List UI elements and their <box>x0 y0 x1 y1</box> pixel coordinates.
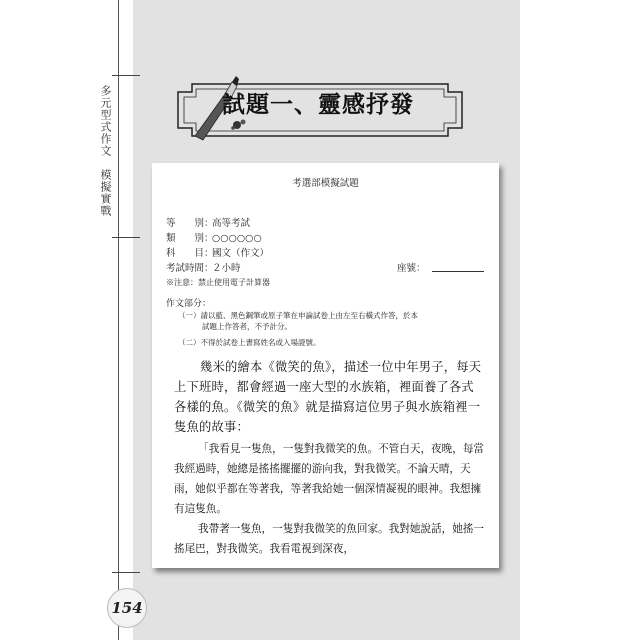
info-label: 考試時間： <box>166 263 214 274</box>
info-value: ２小時 <box>212 263 241 274</box>
section-title: 試題一、靈感抒發 <box>222 92 414 118</box>
page-number: 154 <box>107 588 147 628</box>
series-title: 多元型式作文 模擬實戰 <box>99 85 112 217</box>
info-label: 等 別： <box>166 218 214 229</box>
exam-info-row <box>166 230 262 244</box>
seat-number-line <box>432 271 484 272</box>
story-paragraph: 我帶著一隻魚，一隻對我微笑的魚回家。我對她說話，她搖一搖尾巴，對我微笑。我看電視到深夜， <box>174 523 485 555</box>
instruction-line: （一）請以藍、黑色鋼筆或原子筆在申論試卷上由左至右橫式作答，於本 <box>178 311 418 320</box>
instruction-item <box>178 310 488 332</box>
exam-info-row <box>166 245 269 259</box>
exam-title: 考選部模擬試題 <box>292 178 359 189</box>
info-label: 科 目： <box>166 248 214 259</box>
exam-note: ※注意：禁止使用電子計算器 <box>166 278 270 287</box>
prompt-passage <box>174 357 486 437</box>
exam-info-row <box>166 215 250 229</box>
info-value: 高等考試 <box>212 218 251 229</box>
exam-paper <box>152 163 499 568</box>
instruction-line: （二）不得於試卷上書寫姓名或入場證號。 <box>178 338 321 347</box>
composition-label: 作文部分： <box>166 299 212 309</box>
margin-tick <box>112 237 140 238</box>
margin-tick <box>112 75 140 76</box>
margin-rule <box>118 0 119 640</box>
info-value: ○○○○○○ <box>212 233 262 244</box>
info-value: 國文（作文） <box>212 248 270 259</box>
instruction-line: 試題上作答者，不予計分。 <box>202 322 292 331</box>
exam-info-row <box>166 260 241 274</box>
seat-label: 座號： <box>397 263 426 274</box>
instruction-item <box>178 337 488 348</box>
info-label: 類 別： <box>166 233 214 244</box>
margin-tick <box>112 572 140 573</box>
quoted-story <box>174 439 486 559</box>
story-paragraph: 「我看見一隻魚，一隻對我微笑的魚。不管白天，夜晚，每當我經過時，她總是搖搖擺擺的游向我，對我微笑。不論天晴，天雨，她似乎都在等著我，等著我給她一個深情凝視的眼神。我想擁有這隻魚。 <box>174 443 485 515</box>
passage-paragraph: 幾米的繪本《微笑的魚》，描述一位中年男子，每天上下班時，都會經過一座大型的水族箱，裡面養了各式各樣的魚。《微笑的魚》就是描寫這位男子與水族箱裡一隻魚的故事： <box>174 360 482 434</box>
